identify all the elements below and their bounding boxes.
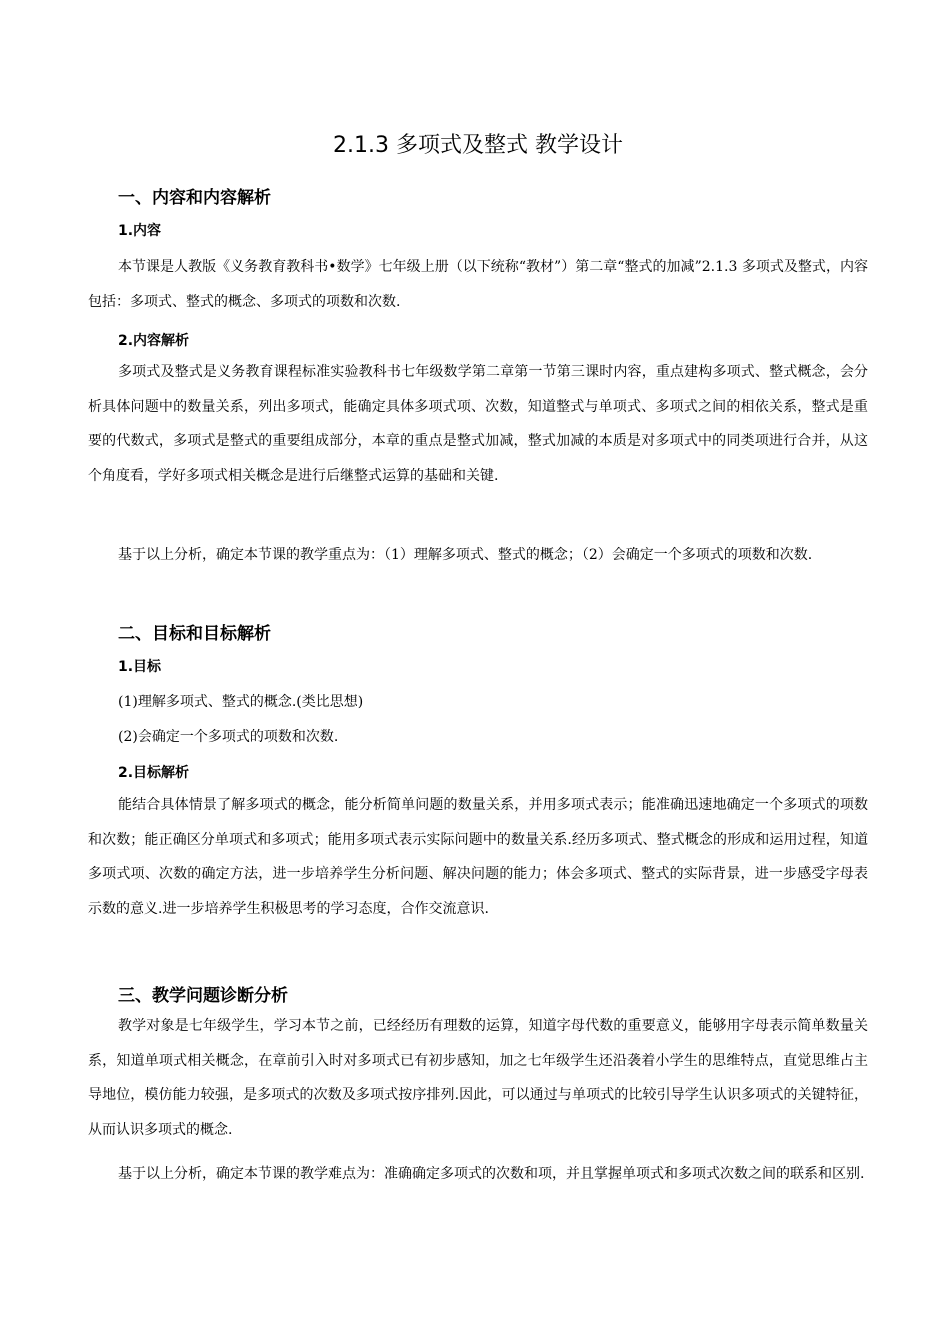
- goal-item-1: (1)理解多项式、整式的概念.(类比思想): [118, 694, 364, 710]
- document-title: 2.1.3 多项式及整式 教学设计: [333, 133, 623, 158]
- section-2-sub1-heading: 1.目标: [118, 659, 162, 675]
- section-1-summary-paragraph: 基于以上分析，确定本节课的教学重点为：（1）理解多项式、整式的概念；（2）会确定一个多项式的项数和次数.: [118, 547, 813, 563]
- section-3-paragraph: 教学对象是七年级学生，学习本节之前，已经经历有理数的运算，知道字母代数的重要意义，能够用字母表示简单数量关系，知道单项式相关概念，在章前引入时对多项式已有初步感知，加之七年级学生还沿袭着小学生的思维特点，直觉思维占主导地位，模仿能力较强，是多项式的次数及多项式按序排列.因此，可以通过与单项式的比较引导学生认识多项式的关键特征，从而认识多项式的概念.: [88, 1018, 868, 1138]
- section-1-content-paragraph: 本节课是人教版《义务教育教科书•数学》七年级上册（以下统称“教材”）第二章“整式的加减”2.1.3 多项式及整式，内容包括：多项式、整式的概念、多项式的项数和次数.: [88, 259, 868, 310]
- section-3-heading: 三、教学问题诊断分析: [118, 986, 288, 1006]
- section-1-sub1-heading: 1.内容: [118, 223, 162, 239]
- section-1-analysis-paragraph: 多项式及整式是义务教育课程标准实验教科书七年级数学第二章第一节第三课时内容，重点建构多项式、整式概念，会分析具体问题中的数量关系，列出多项式，能确定具体多项式项、次数，知道整式与单项式、多项式之间的相依关系，整式是重要的代数式，多项式是整式的重要组成部分，本章的重点是整式加减，整式加减的本质是对多项式中的同类项进行合并，从这个角度看，学好多项式相关概念是进行后继整式运算的基础和关键.: [88, 364, 868, 484]
- section-2-sub2-heading: 2.目标解析: [118, 765, 190, 781]
- section-1-heading: 一、内容和内容解析: [118, 188, 271, 208]
- section-3-summary-paragraph: 基于以上分析，确定本节课的教学难点为：准确确定多项式的次数和项，并且掌握单项式和多项式次数之间的联系和区别.: [118, 1166, 865, 1182]
- section-2-heading: 二、目标和目标解析: [118, 624, 271, 644]
- goal-item-2: (2)会确定一个多项式的项数和次数.: [118, 729, 339, 745]
- section-2-analysis-paragraph: 能结合具体情景了解多项式的概念，能分析简单问题的数量关系，并用多项式表示；能准确迅速地确定一个多项式的项数和次数；能正确区分单项式和多项式；能用多项式表示实际问题中的数量关系.经历多项式、整式概念的形成和运用过程，知道多项式项、次数的确定方法，进一步培养学生分析问题、解决问题的能力；体会多项式、整式的实际背景，进一步感受字母表示数的意义.进一步培养学生积极思考的学习态度，合作交流意识.: [88, 797, 868, 917]
- section-1-sub2-heading: 2.内容解析: [118, 333, 190, 349]
